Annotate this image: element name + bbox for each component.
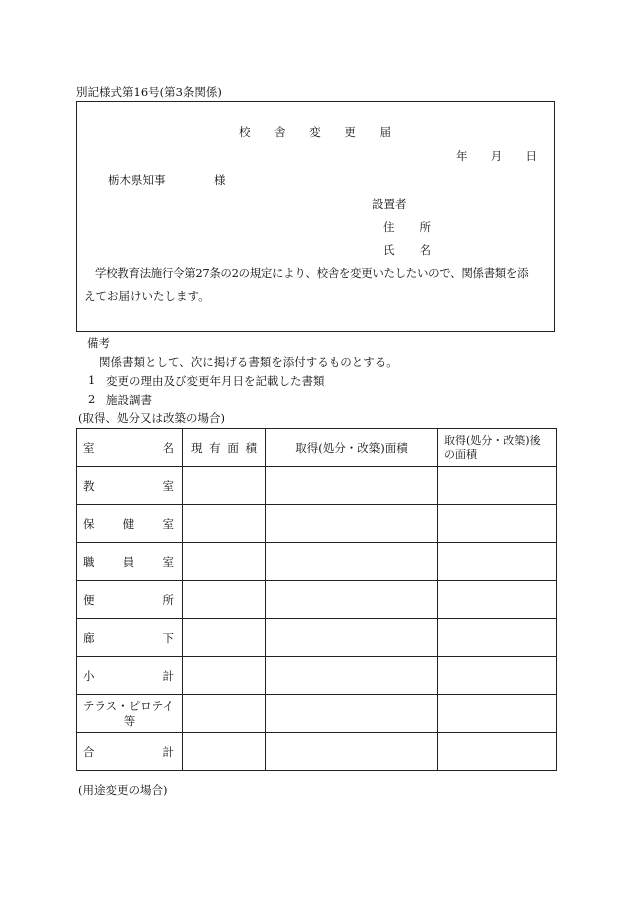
cell-current-area[interactable] (183, 733, 266, 771)
note-1-number: 1 (88, 373, 96, 387)
room-char: 職 (83, 554, 95, 569)
notes-intro: 関係書類として、次に掲げる書類を添付するものとする。 (99, 355, 398, 369)
room-char: 計 (162, 668, 174, 683)
honorific: 様 (214, 173, 226, 187)
table-header-row (77, 429, 557, 467)
cell-current-area[interactable] (183, 657, 266, 695)
body-text-line2: えてお届けいたします。 (84, 289, 210, 303)
form-number-label: 別記様式第16号(第3条関係) (76, 85, 222, 99)
room-total (77, 733, 183, 771)
room-char: 室 (162, 554, 174, 569)
cell-after-area[interactable] (438, 581, 557, 619)
header-char: 面 (227, 440, 239, 455)
cell-current-area[interactable] (183, 581, 266, 619)
name-char: 名 (419, 243, 431, 257)
room-char: 員 (122, 554, 135, 569)
table-row (77, 467, 557, 505)
cell-change-area[interactable] (266, 733, 438, 771)
cell-after-area[interactable] (438, 657, 557, 695)
header-change-area: 取得(処分・改築)面積 (266, 429, 438, 467)
date-line (456, 148, 537, 164)
header-char: 積 (245, 440, 257, 455)
notes-title: 備考 (87, 336, 110, 350)
cell-current-area[interactable] (183, 467, 266, 505)
cell-change-area[interactable] (266, 619, 438, 657)
room-toilet (77, 581, 183, 619)
cell-after-area[interactable] (438, 543, 557, 581)
note-2-number: 2 (88, 392, 96, 406)
table-row (77, 733, 557, 771)
name-label (383, 242, 431, 258)
cell-current-area[interactable] (183, 619, 266, 657)
footer-section-label: (用途変更の場合) (78, 783, 168, 797)
room-corridor (77, 619, 183, 657)
founder-label: 設置者 (372, 197, 407, 211)
header-current-area (183, 429, 266, 467)
room-char: 下 (162, 630, 174, 645)
table-row (77, 505, 557, 543)
room-char: 室 (162, 478, 174, 493)
room-health-room (77, 505, 183, 543)
table-row (77, 695, 557, 733)
cell-change-area[interactable] (266, 695, 438, 733)
section-label: (取得、処分又は改築の場合) (78, 411, 225, 425)
date-year: 年 (456, 149, 468, 163)
cell-current-area[interactable] (183, 505, 266, 543)
cell-change-area[interactable] (266, 543, 438, 581)
room-char: 小 (83, 668, 95, 683)
room-char: 便 (83, 592, 95, 607)
cell-change-area[interactable] (266, 581, 438, 619)
cell-after-area[interactable] (438, 619, 557, 657)
title-char: 舎 (274, 125, 286, 139)
room-char: 廊 (83, 630, 95, 645)
cell-change-area[interactable] (266, 657, 438, 695)
header-after-line1: 取得(処分・改築)後 (444, 433, 541, 447)
terrace-line2: 等 (123, 713, 136, 728)
header-after-line2: の面積 (444, 447, 477, 461)
facility-area-table (76, 428, 557, 771)
note-1-text: 変更の理由及び変更年月日を記載した書類 (106, 374, 325, 388)
cell-after-area[interactable] (438, 467, 557, 505)
room-subtotal (77, 657, 183, 695)
table-row (77, 619, 557, 657)
title-char: 届 (379, 125, 391, 139)
room-classroom (77, 467, 183, 505)
table-row (77, 657, 557, 695)
header-char: 有 (209, 440, 221, 455)
cell-change-area[interactable] (266, 505, 438, 543)
body-text-line1: 学校教育法施行令第27条の2の規定により、校舎を変更いたしたいので、関係書類を添 (95, 266, 529, 280)
form-title (239, 124, 391, 140)
cell-after-area[interactable] (438, 695, 557, 733)
room-char: 所 (162, 592, 174, 607)
cell-current-area[interactable] (183, 695, 266, 733)
room-char: 合 (83, 744, 95, 759)
address-char: 住 (383, 220, 395, 234)
header-char: 室 (83, 440, 95, 455)
room-char: 教 (83, 478, 95, 493)
room-staff-room (77, 543, 183, 581)
cell-change-area[interactable] (266, 467, 438, 505)
notification-form (76, 101, 555, 332)
title-char: 変 (309, 125, 321, 139)
cell-after-area[interactable] (438, 505, 557, 543)
title-char: 更 (344, 125, 356, 139)
cell-after-area[interactable] (438, 733, 557, 771)
table-row (77, 581, 557, 619)
table-row (77, 543, 557, 581)
address-char: 所 (419, 220, 431, 234)
header-after-area (438, 429, 557, 467)
room-char: 室 (162, 516, 174, 531)
title-char: 校 (239, 125, 251, 139)
addressee: 栃木県知事 (108, 173, 166, 187)
room-char: 健 (122, 516, 135, 531)
room-char: 計 (162, 744, 174, 759)
header-room-name (77, 429, 183, 467)
terrace-line1: テラス・ピロテイ (83, 698, 174, 713)
room-char: 保 (83, 516, 95, 531)
note-2-text: 施設調書 (106, 393, 152, 407)
room-terrace-piloti (77, 695, 183, 733)
header-char: 現 (191, 440, 203, 455)
header-char: 名 (162, 440, 174, 455)
cell-current-area[interactable] (183, 543, 266, 581)
date-month: 月 (490, 149, 503, 163)
name-char: 氏 (383, 243, 395, 257)
address-label (383, 219, 431, 235)
date-day: 日 (525, 149, 537, 163)
